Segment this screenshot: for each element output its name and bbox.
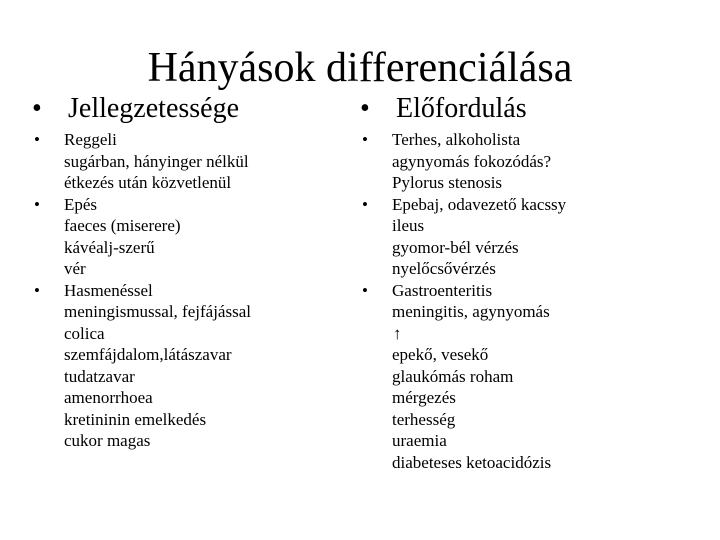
list-line: Pylorus stenosis bbox=[392, 173, 503, 192]
arrow-up-icon: ↑ bbox=[393, 323, 402, 343]
bullet-icon: • bbox=[360, 93, 370, 124]
list-line: agynyomás fokozódás? bbox=[392, 151, 552, 171]
list-line-text: meningitis, agynyomás bbox=[392, 302, 550, 321]
list-line: colica bbox=[64, 323, 105, 343]
bullet-icon: • bbox=[34, 130, 40, 149]
bullet-icon: • bbox=[34, 194, 40, 214]
list-line: faeces (miserere) bbox=[64, 216, 181, 235]
list-item bbox=[360, 280, 710, 474]
list-line: meningismussal, fejfájással bbox=[64, 302, 251, 321]
list-line: terhesség bbox=[392, 409, 456, 429]
list-line-with-arrow bbox=[392, 301, 551, 344]
bullet-icon: • bbox=[362, 280, 368, 300]
left-column-heading bbox=[32, 90, 239, 128]
right-bullet-list bbox=[360, 129, 710, 473]
list-line: uraemia bbox=[392, 431, 447, 450]
list-line: Reggeli bbox=[64, 130, 117, 149]
bullet-icon: • bbox=[362, 130, 368, 149]
slide-title: Hányások differenciálása bbox=[147, 45, 573, 91]
list-line: ileus bbox=[392, 216, 425, 235]
list-line: étkezés után közvetlenül bbox=[64, 173, 232, 192]
list-line: kretininin emelkedés bbox=[64, 409, 207, 429]
left-bullet-list bbox=[32, 129, 352, 452]
list-line: Epebaj, odavezető kacssy bbox=[392, 194, 567, 214]
bullet-icon: • bbox=[362, 194, 368, 214]
list-item bbox=[360, 194, 710, 280]
list-line: cukor magas bbox=[64, 431, 151, 450]
list-line: Epés bbox=[64, 194, 98, 214]
list-line: tudatzavar bbox=[64, 366, 135, 386]
list-item bbox=[360, 129, 710, 194]
list-line: Hasmenéssel bbox=[64, 280, 153, 300]
list-line: mérgezés bbox=[392, 388, 456, 407]
list-line: vér bbox=[64, 259, 86, 278]
list-line: gyomor-bél vérzés bbox=[392, 237, 519, 257]
list-line: nyelőcsővérzés bbox=[392, 259, 496, 278]
list-line: Terhes, alkoholista bbox=[392, 130, 521, 149]
list-item bbox=[32, 194, 352, 280]
list-item bbox=[32, 129, 352, 194]
list-line: Gastroenteritis bbox=[392, 280, 493, 300]
bullet-icon: • bbox=[34, 280, 40, 300]
right-column-heading bbox=[360, 90, 527, 128]
left-heading-text: Jellegzetessége bbox=[68, 93, 240, 124]
bullet-icon: • bbox=[32, 93, 42, 124]
list-line: diabeteses ketoacidózis bbox=[392, 452, 552, 472]
list-item bbox=[32, 280, 352, 452]
list-line: amenorrhoea bbox=[64, 388, 153, 407]
right-heading-text: Előfordulás bbox=[396, 93, 527, 124]
list-line: sugárban, hányinger nélkül bbox=[64, 151, 249, 171]
list-line: szemfájdalom,látászavar bbox=[64, 345, 232, 364]
list-line: glaukómás roham bbox=[392, 366, 514, 386]
list-line: kávéalj-szerű bbox=[64, 237, 155, 257]
list-line: epekő, vesekő bbox=[392, 345, 489, 364]
